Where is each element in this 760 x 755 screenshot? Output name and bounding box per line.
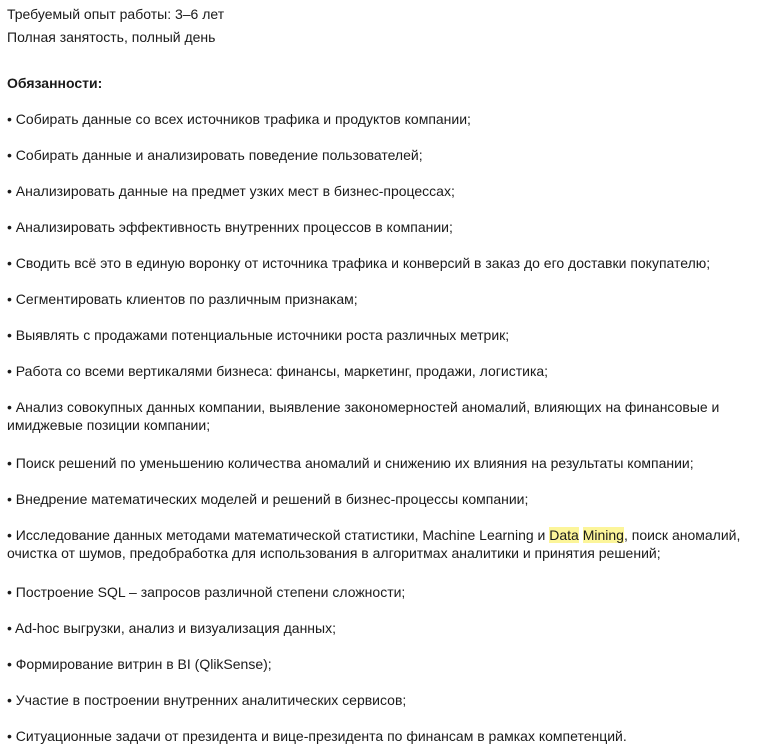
list-item: • Работа со всеми вертикалями бизнеса: финансы, маркетинг, продажи, логистика; xyxy=(7,363,549,379)
list-item-text: , поиск аномалий, очистка от шумов, предобработка для использования в алгоритмах аналитики и принятия решений; xyxy=(7,527,741,561)
list-item: • Анализировать данные на предмет узких мест в бизнес-процессах; xyxy=(7,183,455,199)
list-item: • Ad-hoc выгрузки, анализ и визуализация данных; xyxy=(7,620,336,636)
list-item-highlighted xyxy=(7,526,752,562)
section-title-responsibilities: Обязанности: xyxy=(7,75,103,91)
list-item: • Поиск решений по уменьшению количества аномалий и снижению их влияния на результаты компании; xyxy=(7,455,694,471)
list-item: • Выявлять с продажами потенциальные источники роста различных метрик; xyxy=(7,327,510,343)
list-item: • Собирать данные и анализировать поведение пользователей; xyxy=(7,147,423,163)
list-item: • Собирать данные со всех источников трафика и продуктов компании; xyxy=(7,111,471,127)
search-highlight: Data xyxy=(549,527,579,543)
list-item: • Построение SQL – запросов различной степени сложности; xyxy=(7,584,406,600)
employment-type: Полная занятость, полный день xyxy=(7,29,216,45)
list-item: • Внедрение математических моделей и решений в бизнес-процессы компании; xyxy=(7,491,529,507)
list-item: • Сегментировать клиентов по различным признакам; xyxy=(7,291,358,307)
list-item: • Участие в построении внутренних аналитических сервисов; xyxy=(7,692,407,708)
list-item-text: • Исследование данных методами математической статистики, Machine Learning и xyxy=(7,527,550,543)
list-item: • Ситуационные задачи от президента и вице-президента по финансам в рамках компетенций. xyxy=(7,728,627,744)
list-item: • Формирование витрин в BI (QlikSense); xyxy=(7,656,272,672)
list-item: • Анализировать эффективность внутренних процессов в компании; xyxy=(7,219,453,235)
search-highlight: Mining xyxy=(582,527,624,543)
list-item: • Сводить всё это в единую воронку от источника трафика и конверсий в заказ до его доставки покупателю; xyxy=(7,255,711,271)
list-item: • Анализ совокупных данных компании, выявление закономерностей аномалий, влияющих на финансовые и имиджевые позиции компании; xyxy=(7,399,720,433)
experience-requirement: Требуемый опыт работы: 3–6 лет xyxy=(7,6,225,22)
